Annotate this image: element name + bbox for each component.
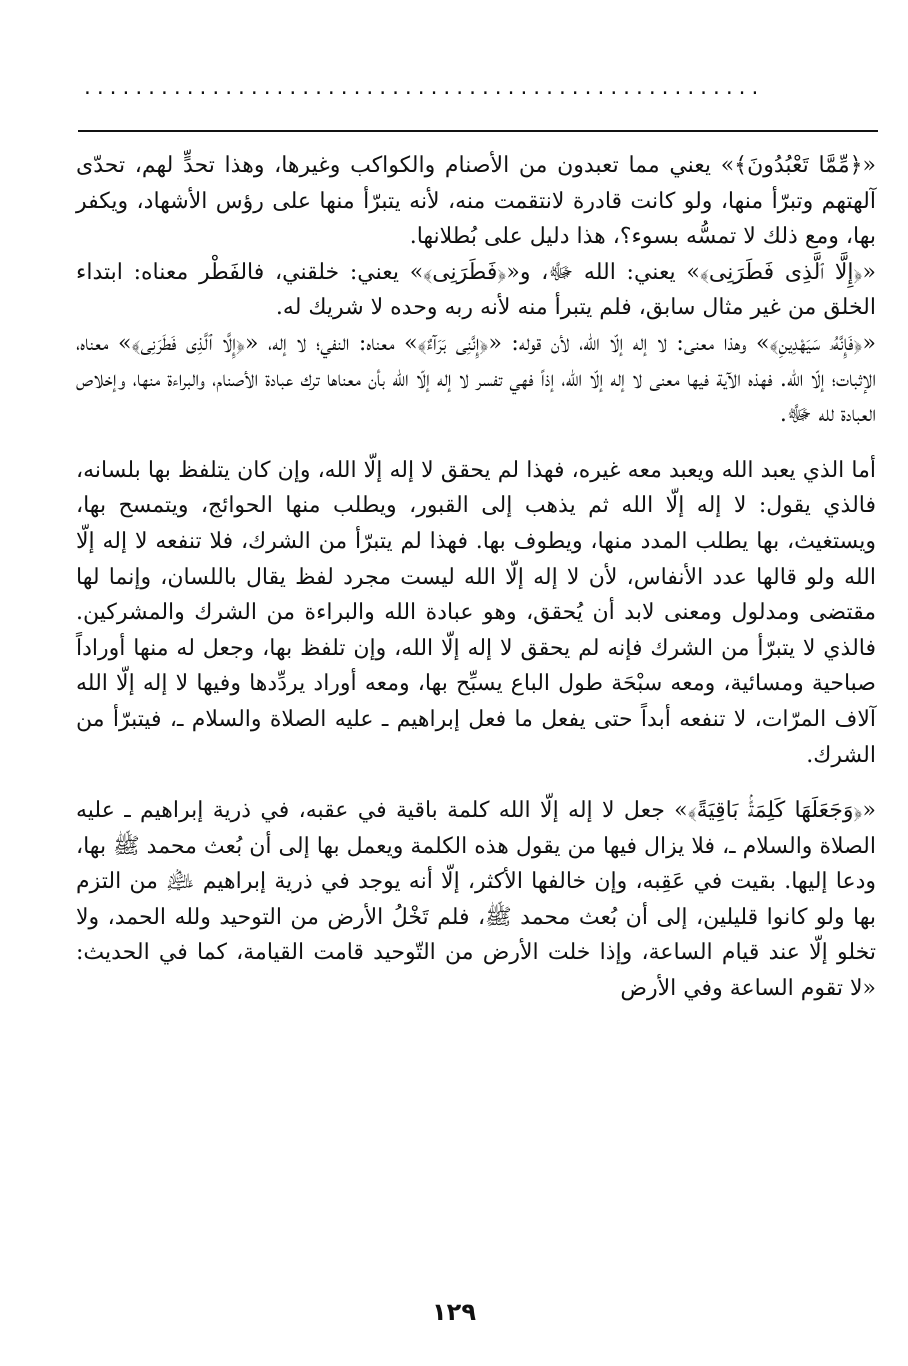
paragraph: «﴿مِّمَّا تَعْبُدُونَ﴾» يعني مما تعبدون من الأصنام والكواكب وغيرها، وهذا تحدٍّ لهم، تحدّى آلهتهم وتبرّأ منها، ولو كانت قادرة لانتقمت منه، لأنه يتبرّأ منها على رؤس الأشهاد، ويكفر بها، ومع ذلك لا تمسُّه بسوء؟، هذا دليل على بُطلانها. bbox=[76, 153, 876, 250]
header-dotted-line: ..................................................... bbox=[82, 78, 763, 98]
paragraph: «﴿إِلَّا ٱلَّذِى فَطَرَنِى﴾» يعني: الله ﷻ، و«﴿فَطَرَنِى﴾» يعني: خلقني، فالفَطْر معناه: ابتداء الخلق من غير مثال سابق، فلم يتبرأ منه لأنه ربه وحده لا شريك له. bbox=[76, 259, 876, 321]
paragraph: «﴿فَإِنَّهُۥ سَيَهْدِينِ﴾» وهذا معنى: لا إله إلّا الله، لأن قوله: «﴿إِنَّنِى بَرَآءٌ﴾» معناه: النفي؛ لا إله، «﴿إِلَّا ٱلَّذِى فَطَرَنِى﴾» معناه، الإثبات؛ إلّا الله. فهذه الآية فيها معنى لا إله إلّا الله، إذاً فهي تفسر لا إله إلّا الله بأن معناها ترك عبادة الأصنام، والبراءة منها، وإخلاص العبادة لله ﷻ. bbox=[76, 330, 876, 428]
header-rule bbox=[78, 130, 878, 132]
body-text bbox=[76, 148, 876, 1007]
paragraph: «﴿وَجَعَلَهَا كَلِمَةًۢ بَاقِيَةً﴾» جعل لا إله إلّا الله كلمة باقية في عقبه، في ذرية إبراهيم ـ عليه الصلاة والسلام ـ، فلا يزال فيها من يقول هذه الكلمة ويعمل بها إلى أن بُعث محمد ﷺ بها، ودعا إليها. بقيت في عَقِبه، وإن خالفها الأكثر، إلّا أنه يوجد في ذرية إبراهيم ﵇ من التزم بها ولو كانوا قليلين، إلى أن بُعث محمد ﷺ، فلم تَخْلُ الأرض من التوحيد ولله الحمد، ولا تخلو إلّا عند قيام الساعة، وإذا خلت الأرض من التّوحيد قامت القيامة، كما في الحديث: «لا تقوم الساعة وفي الأرض bbox=[76, 798, 876, 1002]
page-number: ١٢٩ bbox=[432, 1298, 476, 1326]
paragraph: أما الذي يعبد الله ويعبد معه غيره، فهذا لم يحقق لا إله إلّا الله، وإن كان يتلفظ بها بلسانه، فالذي يقول: لا إله إلّا الله ثم يذهب إلى القبور، ويطلب منها الحوائج، ويتمسح بها، ويستغيث، بها يطلب المدد منها، ويطوف بها. فهذا لم يتبرّأ من الشرك، فلا تنفعه لا إله إلّا الله ولو قالها عدد الأنفاس، لأن لا إله إلّا الله ليست مجرد لفظ يقال باللسان، وإنما لها مقتضى ومدلول ومعنى لابد أن يُحقق، وهو عبادة الله والبراءة من الشرك والمشركين. فالذي لا يتبرّأ من الشرك فإنه لم يحقق لا إله إلّا الله، وإن تلفظ بها، وجعل له منها أوراداً صباحية ومسائية، ومعه سبْحَة طول الباع يسبِّح بها، ومعه أوراد يردِّدها وفيها لا إله إلّا الله آلاف المرّات، لا تنفعه أبداً حتى يفعل ما فعل إبراهيم ـ عليه الصلاة والسلام ـ، فيتبرّأ من الشرك. bbox=[76, 457, 876, 768]
